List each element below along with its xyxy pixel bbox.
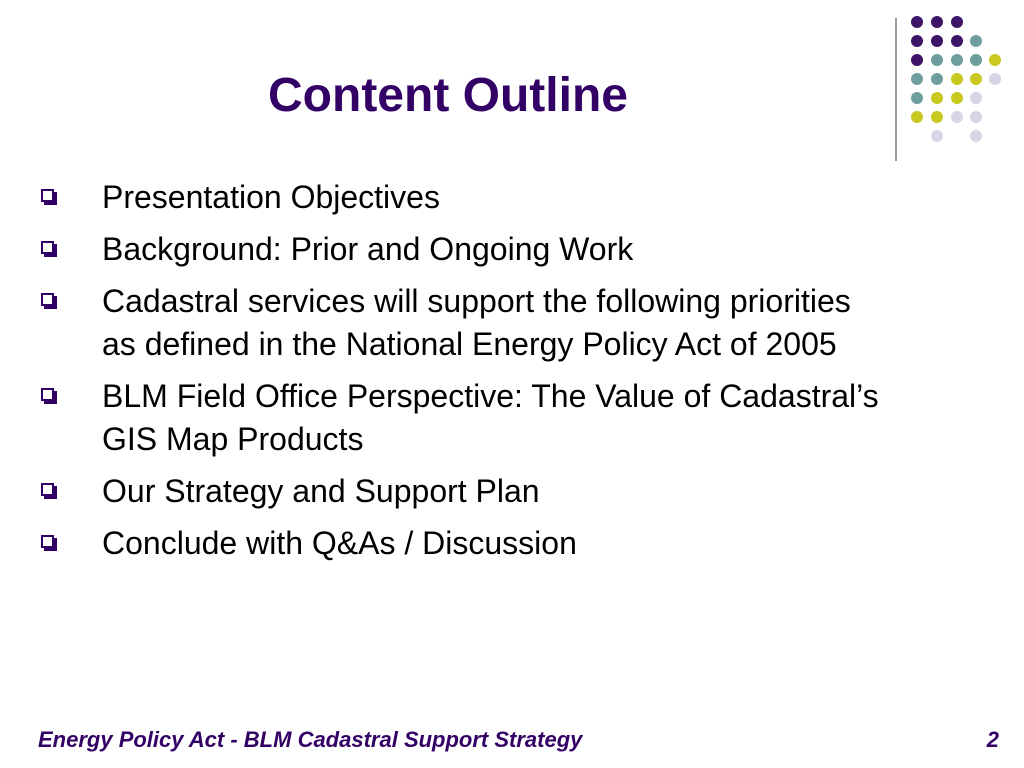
outline-item-text: BLM Field Office Perspective: The Value of Cadastral’s GIS Map Products bbox=[102, 378, 879, 457]
decorative-dot bbox=[989, 54, 1001, 66]
decorative-dot bbox=[931, 92, 943, 104]
decorative-dot bbox=[970, 111, 982, 123]
hollow-square-bullet-icon bbox=[41, 483, 59, 501]
decorative-dot bbox=[931, 111, 943, 123]
decorative-dot bbox=[970, 73, 982, 85]
decorative-dot bbox=[911, 54, 923, 66]
decorative-dot bbox=[951, 35, 963, 47]
decorative-dot bbox=[970, 92, 982, 104]
decorative-dot bbox=[951, 54, 963, 66]
decorative-dot bbox=[951, 73, 963, 85]
outline-item-1 bbox=[40, 176, 890, 219]
decorative-dot bbox=[931, 16, 943, 28]
outline-item-6 bbox=[40, 522, 890, 565]
hollow-square-bullet-icon bbox=[41, 189, 59, 207]
decorative-dot bbox=[931, 130, 943, 142]
decorative-dot-grid bbox=[0, 0, 1024, 170]
outline-item-text: Background: Prior and Ongoing Work bbox=[102, 231, 634, 267]
outline-item-5 bbox=[40, 470, 890, 513]
outline-item-2 bbox=[40, 228, 890, 271]
decorative-dot bbox=[951, 111, 963, 123]
decorative-dot bbox=[931, 35, 943, 47]
footer-title: Energy Policy Act - BLM Cadastral Support Strategy bbox=[38, 727, 583, 752]
decorative-dot bbox=[911, 92, 923, 104]
decorative-dot bbox=[911, 111, 923, 123]
decorative-dot bbox=[911, 35, 923, 47]
hollow-square-bullet-icon bbox=[41, 293, 59, 311]
outline-item-text: Presentation Objectives bbox=[102, 179, 440, 215]
decorative-dot bbox=[970, 35, 982, 47]
decorative-dot bbox=[911, 16, 923, 28]
decorative-dot bbox=[970, 130, 982, 142]
hollow-square-bullet-icon bbox=[41, 388, 59, 406]
decorative-dot bbox=[951, 92, 963, 104]
decorative-dot bbox=[931, 54, 943, 66]
content-outline-list bbox=[40, 176, 890, 574]
hollow-square-bullet-icon bbox=[41, 535, 59, 553]
decorative-dot bbox=[911, 73, 923, 85]
outline-item-text: Cadastral services will support the following priorities as defined in the National Energy Policy Act of 2005 bbox=[102, 283, 851, 362]
outline-item-text: Conclude with Q&As / Discussion bbox=[102, 525, 577, 561]
outline-item-text: Our Strategy and Support Plan bbox=[102, 473, 540, 509]
decorative-dot bbox=[931, 73, 943, 85]
slide-title: Content Outline bbox=[268, 69, 628, 122]
decorative-dot bbox=[970, 54, 982, 66]
outline-item-4 bbox=[40, 375, 890, 461]
page-number: 2 bbox=[986, 727, 999, 752]
decorative-dot bbox=[989, 73, 1001, 85]
decorative-dot bbox=[951, 16, 963, 28]
hollow-square-bullet-icon bbox=[41, 241, 59, 259]
outline-item-3 bbox=[40, 280, 890, 366]
